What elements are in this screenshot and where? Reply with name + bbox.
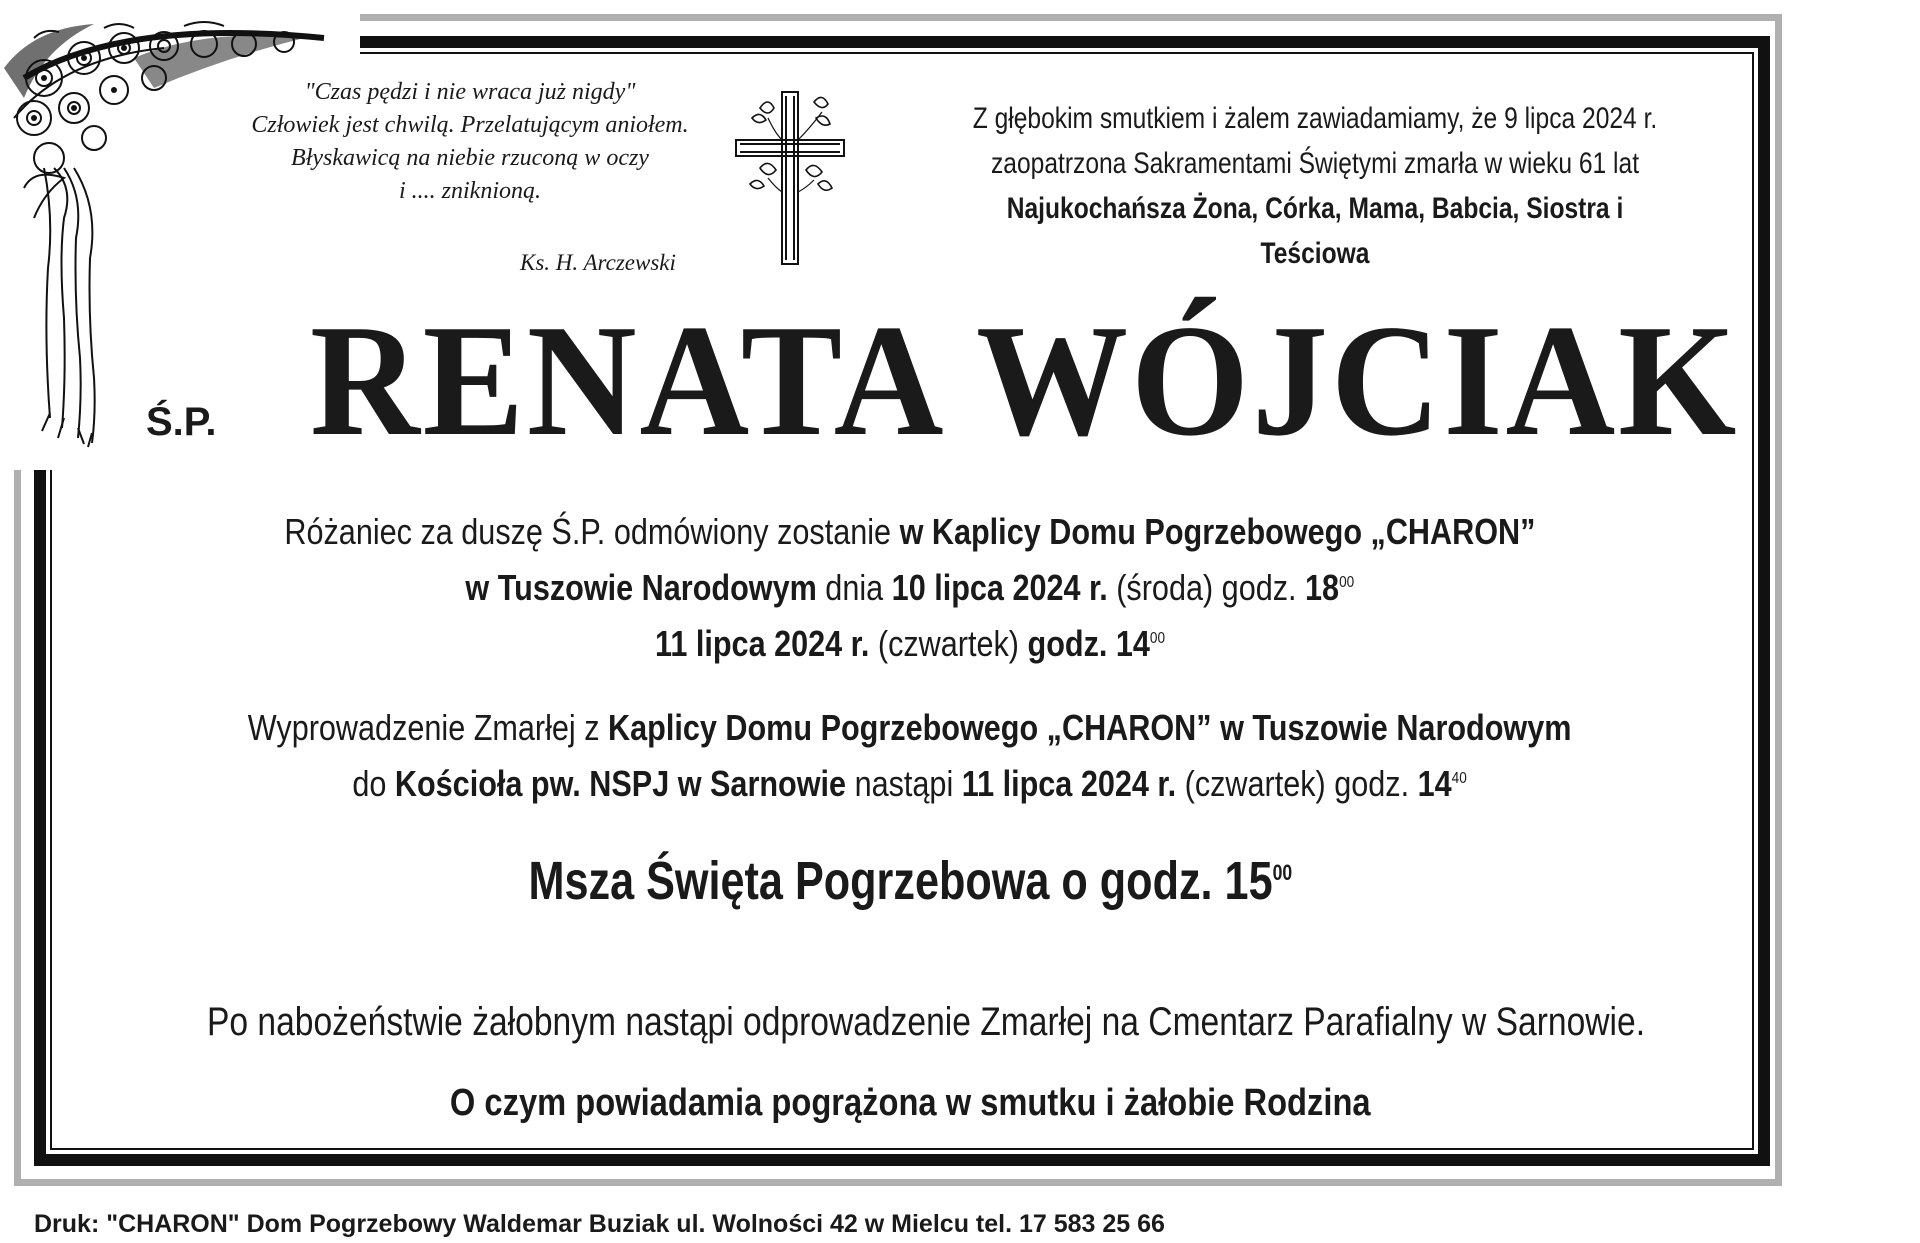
quote-line: Człowiek jest chwilą. Przelatującym aniołem. [251,112,689,138]
procession-date: 11 lipca 2024 r. [962,763,1177,804]
rosary-text: Różaniec za duszę Ś.P. odmówiony zostanie [284,511,900,552]
mass-text: Msza Święta Pogrzebowa o godz. 15 [528,851,1273,911]
rosary-date-2: 11 lipca 2024 r. [654,623,870,664]
rosary-town: w Tuszowie Narodowym [465,567,817,608]
rosary-paragraph [70,504,1750,672]
mass-minutes: 00 [1272,860,1292,885]
intro-line-2: zaopatrzona Sakramentami Świętymi zmarła w wieku 61 lat [990,147,1640,180]
procession-text: (czwartek) godz. [1176,763,1419,804]
procession-minutes: 40 [1452,770,1468,787]
rosary-minutes: 00 [1339,574,1355,591]
procession-church: Kościoła pw. NSPJ w Sarnowie [395,763,847,804]
name-prefix: Ś.P. [146,400,217,444]
rosary-date: 10 lipca 2024 r. [891,567,1108,608]
deceased-name: RENATA WÓJCIAK [310,291,1740,469]
death-announcement [958,96,1671,276]
printer-footer: Druk: "CHARON" Dom Pogrzebowy Waldemar Buziak ul. Wolności 42 w Mielcu tel. 17 583 25 66 [34,1210,1165,1238]
rosary-text: (czwartek) [869,623,1028,664]
funeral-mass [70,850,1750,912]
poem-quote [230,76,710,208]
procession-text: do [352,763,396,804]
procession-paragraph [70,700,1750,812]
quote-line: Błyskawicą na niebie rzuconą w oczy [291,145,649,171]
intro-line-3: Najukochańsza Żona, Córka, Mama, Babcia, Siostra i Teściowa [1006,192,1624,270]
quote-line: "Czas pędzi i nie wraca już nigdy" [304,79,636,105]
procession-text: nastąpi [846,763,963,804]
procession-text: Wyprowadzenie Zmarłej z [248,707,609,748]
quote-line: i .... zniknioną. [399,178,541,204]
rosary-place: w Kaplicy Domu Pogrzebowego „CHARON” [899,511,1536,552]
procession-from: Kaplicy Domu Pogrzebowego „CHARON” w Tuszowie Narodowym [608,707,1572,748]
rosary-hour-2: godz. 14 [1027,623,1150,664]
family-text: O czym powiadamia pogrążona w smutku i żałobie Rodzina [449,1082,1371,1124]
cemetery-text: Po nabożeństwie żałobnym nastąpi odprowadzenie Zmarłej na Cmentarz Parafialny w Sarnowie. [206,1000,1646,1044]
rosary-text: dnia [816,567,892,608]
family-signature [70,1082,1750,1125]
quote-author: Ks. H. Arczewski [520,250,676,275]
rosary-hour: 18 [1305,567,1340,608]
rosary-text: (środa) godz. [1107,567,1306,608]
rosary-minutes-2: 00 [1149,630,1166,647]
procession-hour: 14 [1418,763,1453,804]
cemetery-note [70,1000,1750,1045]
cross-with-lilies-icon [730,88,850,268]
intro-line-1: Z głębokim smutkiem i żalem zawiadamiamy, że 9 lipca 2024 r. [972,102,1658,135]
deceased-name-row [140,291,1740,469]
